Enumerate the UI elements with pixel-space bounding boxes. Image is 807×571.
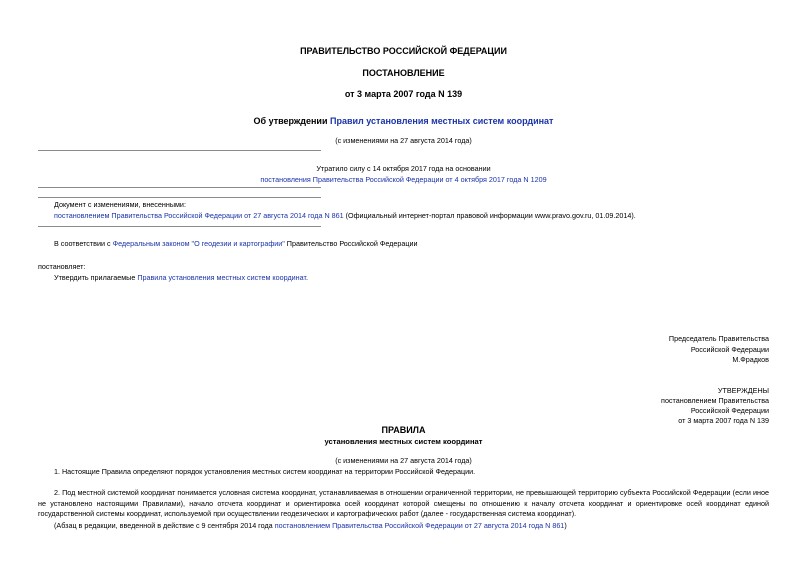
- signature-name: М.Фрадков: [732, 355, 769, 364]
- federal-law-link[interactable]: Федеральным законом "О геодезии и картографии": [112, 239, 285, 248]
- expired-link-line: [0, 175, 807, 184]
- rules-paragraph-2: 2. Под местной системой координат понимается условная система координат, устанавливаемая в отношении ограниченной территории, не превышающей территорию субъекта Российской Федерации (если иное не установлено настоящими Правилами), начало отсчета координат и ориентировка осей координат которой смещены по отношению к началу отсчета координат и ориентировке осей координат единой государственной системы координат, используемой при осуществлении геодезических и картографических работ (далее - государственная система координат).: [38, 488, 769, 519]
- expired-text: Утратило силу с 14 октября 2017 года на основании: [316, 164, 491, 173]
- preamble: [54, 239, 418, 248]
- decree-suffix: .: [305, 273, 308, 282]
- document-date-number: от 3 марта 2007 года N 139: [344, 89, 463, 99]
- approved-org: Российской Федерации: [690, 406, 769, 415]
- rules-paragraph-2-note: [54, 521, 567, 530]
- rules-title: ПРАВИЛА: [381, 425, 426, 435]
- divider: [38, 150, 321, 151]
- rules-subtitle: установления местных систем координат: [324, 437, 483, 446]
- government-heading: ПРАВИТЕЛЬСТВО РОССИЙСКОЙ ФЕДЕРАЦИИ: [300, 46, 507, 56]
- divider: [38, 197, 321, 198]
- note-link[interactable]: постановлением Правительства Российской Федерации от 27 августа 2014 года N 861: [274, 521, 565, 530]
- signature-title: Председатель Правительства: [668, 334, 769, 343]
- approved-date: от 3 марта 2007 года N 139: [678, 416, 769, 425]
- approved-by: постановлением Правительства: [661, 396, 769, 405]
- document-title: [0, 116, 807, 126]
- rules-paragraph-1: 1. Настоящие Правила определяют порядок установления местных систем координат на территории Российской Федерации.: [54, 467, 476, 476]
- decree-text: [54, 273, 308, 282]
- amend-rest: (Официальный интернет-портал правовой информации www.pravo.gov.ru, 01.09.2014).: [343, 211, 636, 220]
- divider: [38, 187, 321, 188]
- document-title-prefix: Об утверждении: [253, 116, 330, 126]
- preamble-suffix: Правительство Российской Федерации: [284, 239, 418, 248]
- rules-link[interactable]: Правила установления местных систем координат: [137, 273, 306, 282]
- note-prefix: (Абзац в редакции, введенной в действие с 9 сентября 2014 года: [54, 521, 275, 530]
- amend-line: [54, 211, 636, 220]
- expired-link[interactable]: постановления Правительства Российской Федерации от 4 октября 2017 года N 1209: [260, 175, 547, 184]
- divider: [38, 226, 321, 227]
- amend-label: Документ с изменениями, внесенными:: [54, 200, 186, 209]
- preamble-prefix: В соответствии с: [54, 239, 113, 248]
- changes-note: (с изменениями на 27 августа 2014 года): [335, 136, 472, 145]
- document-title-link[interactable]: Правил установления местных систем координат: [330, 116, 554, 126]
- note-suffix: ): [564, 521, 567, 530]
- document-type: ПОСТАНОВЛЕНИЕ: [362, 68, 445, 78]
- signature-org: Российской Федерации: [690, 345, 769, 354]
- amend-link[interactable]: постановлением Правительства Российской Федерации от 27 августа 2014 года N 861: [54, 211, 344, 220]
- approved-heading: УТВЕРЖДЕНЫ: [717, 386, 769, 395]
- decree-prefix: Утвердить прилагаемые: [54, 273, 138, 282]
- decree-verb: постановляет:: [38, 262, 86, 271]
- rules-changes-note: (с изменениями на 27 августа 2014 года): [335, 456, 472, 465]
